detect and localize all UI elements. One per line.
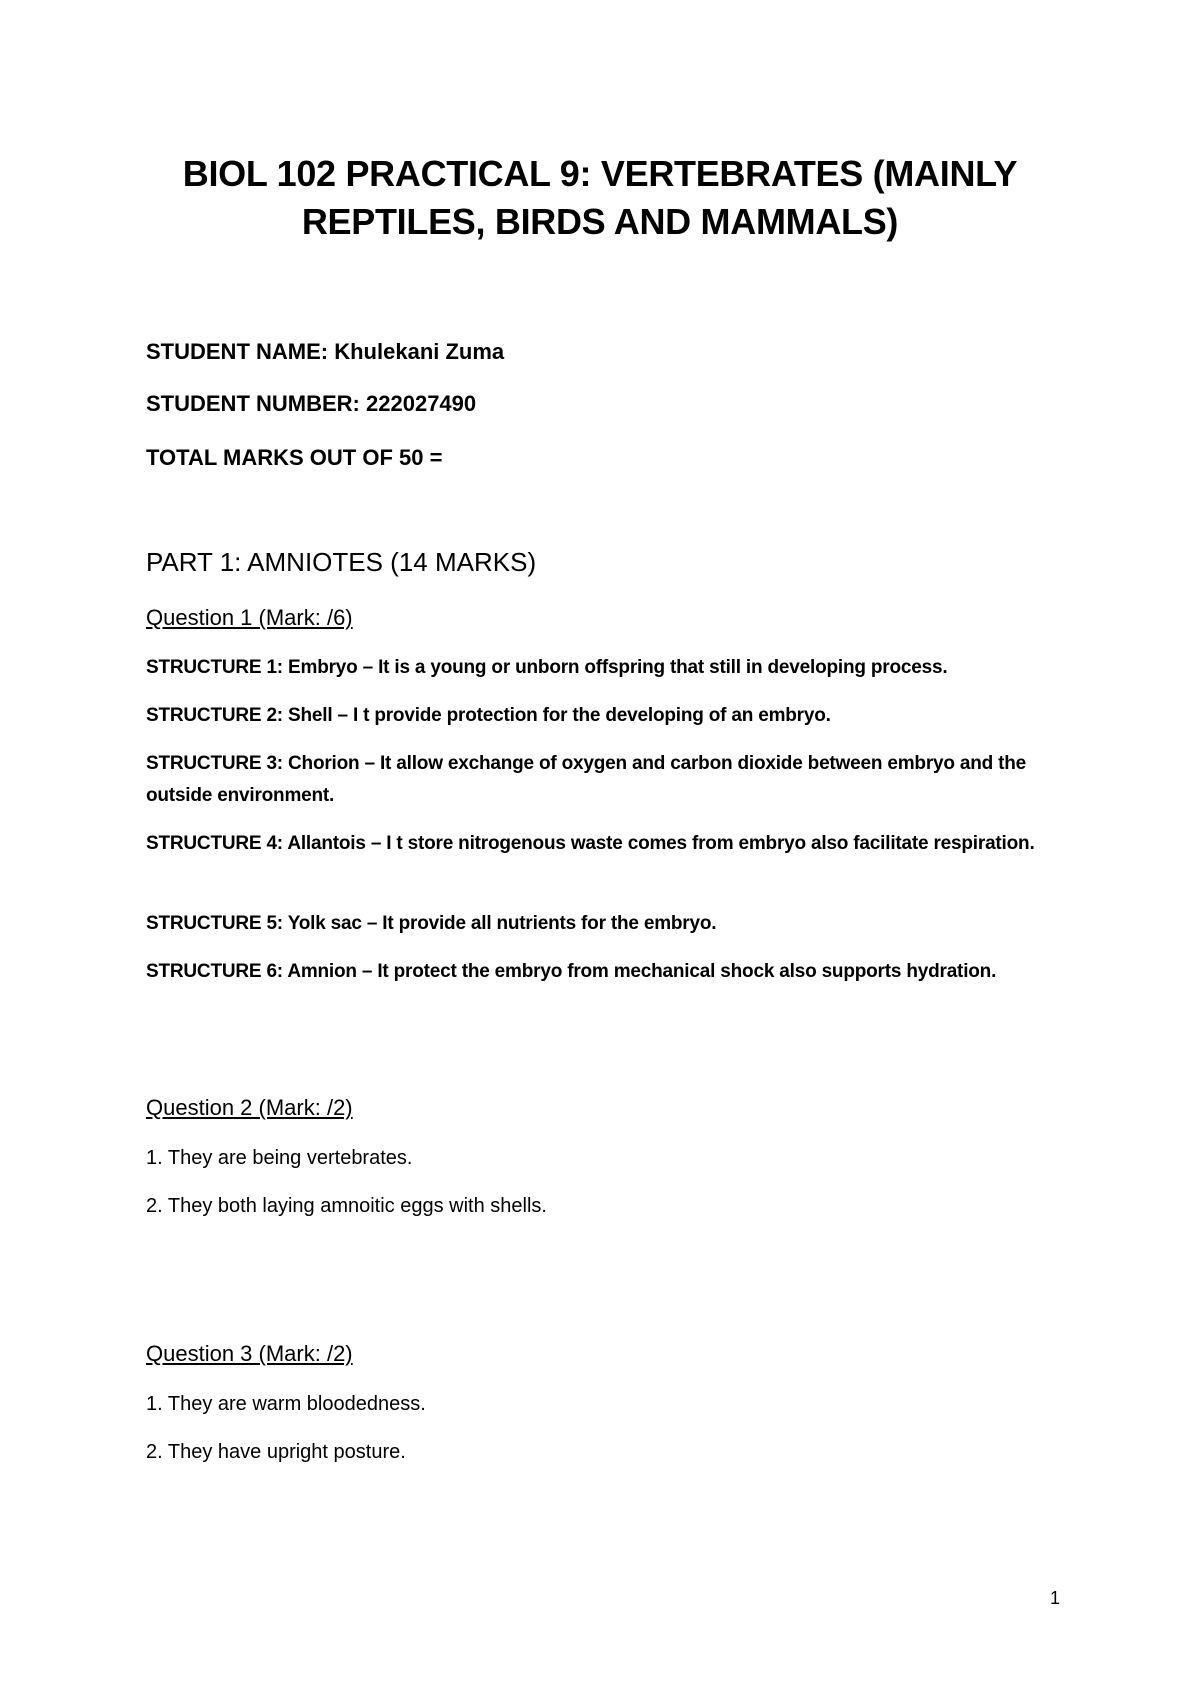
- structure-2-text: Shell – I t provide protection for the developing of an embryo.: [288, 705, 831, 726]
- structure-5-label: STRUCTURE 5:: [146, 913, 283, 934]
- total-marks-line: TOTAL MARKS OUT OF 50 =: [146, 445, 443, 470]
- question-1-heading: Question 1 (Mark: /6): [146, 605, 353, 630]
- title-line-2: REPTILES, BIRDS AND MAMMALS): [301, 201, 899, 242]
- student-name-value: Khulekani Zuma: [334, 339, 505, 364]
- structure-2-label: STRUCTURE 2:: [146, 705, 283, 726]
- document-title: [100, 150, 1100, 246]
- question-2-heading: Question 2 (Mark: /2): [146, 1095, 353, 1120]
- student-number-value: 222027490: [366, 391, 477, 416]
- structure-1-text: Embryo – It is a young or unborn offspring that still in developing process.: [288, 657, 948, 678]
- question-2-answer-2: 2. They both laying amnoitic eggs with shells.: [146, 1195, 547, 1217]
- title-line-1: BIOL 102 PRACTICAL 9: VERTEBRATES (MAINLY: [182, 153, 1018, 194]
- structure-3-label: STRUCTURE 3:: [146, 753, 283, 774]
- structure-3-text: Chorion – It allow exchange of oxygen and carbon dioxide between embryo and the outside environment.: [146, 753, 1027, 806]
- structure-5: [146, 908, 1066, 940]
- question-3-heading: Question 3 (Mark: /2): [146, 1341, 353, 1366]
- structure-4-text: Allantois – I t store nitrogenous waste comes from embryo also facilitate respiration.: [287, 833, 1035, 854]
- structure-6: [146, 956, 1066, 988]
- structure-6-text: Amnion – It protect the embryo from mechanical shock also supports hydration.: [287, 961, 997, 982]
- structure-1-label: STRUCTURE 1:: [146, 657, 283, 678]
- part-1-heading: PART 1: AMNIOTES (14 MARKS): [146, 547, 537, 577]
- structure-4: [146, 828, 1066, 860]
- question-3-answer-2: 2. They have upright posture.: [146, 1441, 406, 1463]
- student-number-label: STUDENT NUMBER:: [146, 391, 360, 416]
- structure-3: [146, 748, 1066, 812]
- student-name-label: STUDENT NAME:: [146, 339, 329, 364]
- structure-5-text: Yolk sac – It provide all nutrients for the embryo.: [287, 913, 717, 934]
- student-number-line: [146, 388, 476, 420]
- page-number: 1: [1049, 1588, 1060, 1608]
- structure-6-label: STRUCTURE 6:: [146, 961, 283, 982]
- structure-1: [146, 652, 1066, 684]
- structure-4-label: STRUCTURE 4:: [146, 833, 283, 854]
- structure-2: [146, 700, 1066, 732]
- question-3-answer-1: 1. They are warm bloodedness.: [146, 1393, 426, 1415]
- question-2-answer-1: 1. They are being vertebrates.: [146, 1147, 413, 1169]
- student-name-line: [146, 336, 504, 368]
